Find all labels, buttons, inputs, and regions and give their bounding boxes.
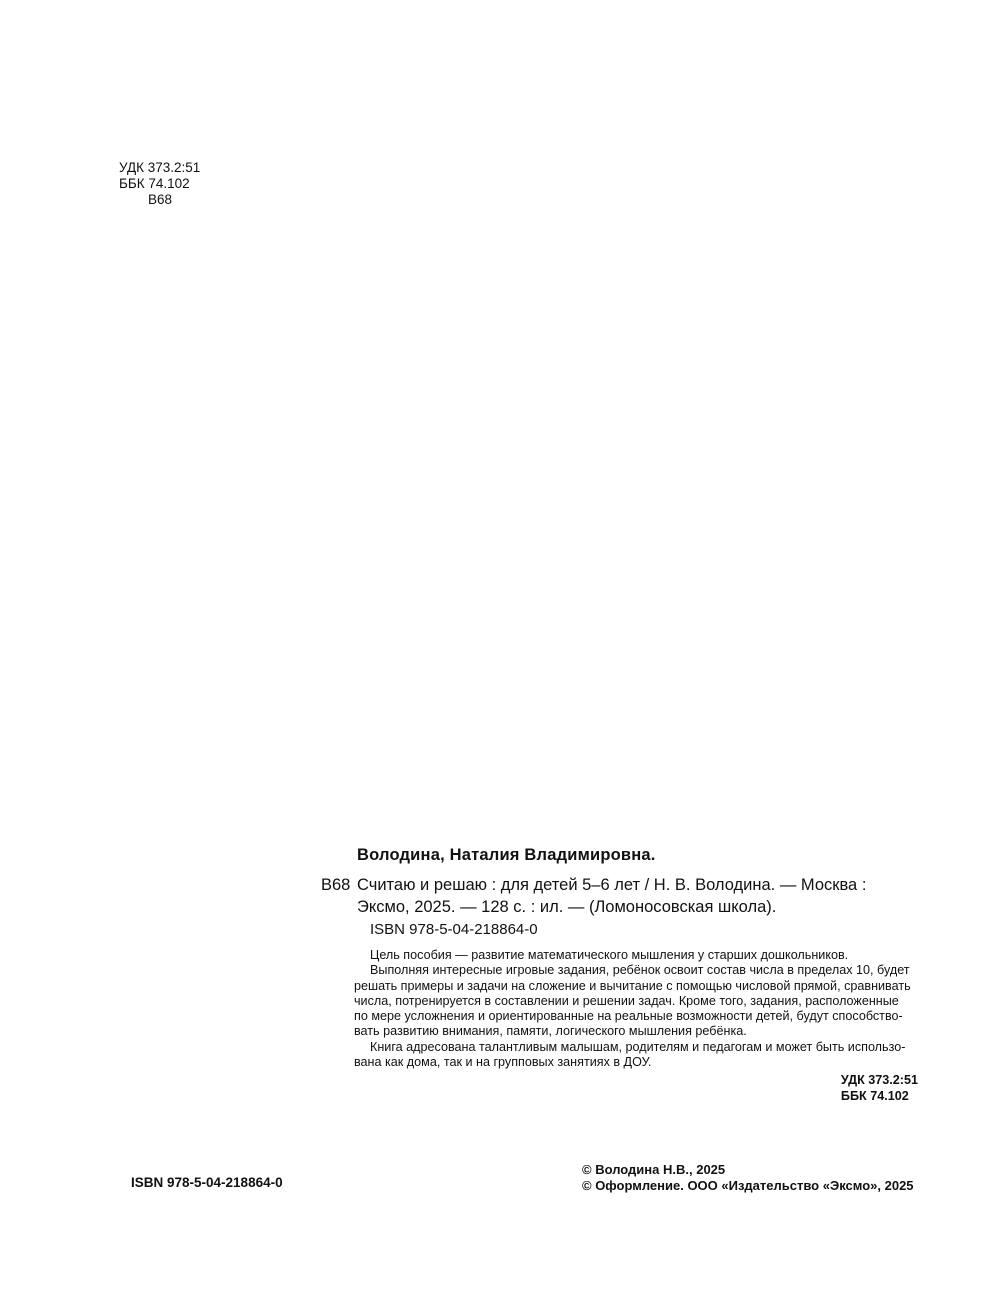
annotation-line: вана как дома, так и на групповых занятиях в ДОУ. [354, 1055, 652, 1070]
bbk-code: ББК 74.102 [840, 1088, 909, 1103]
author-heading: Володина, Наталия Владимировна. [357, 846, 656, 864]
classification-codes-header [119, 160, 200, 208]
classification-codes-footer [841, 1073, 918, 1104]
annotation-line: вать развитию внимания, памяти, логического мышления ребёнка. [354, 1024, 747, 1039]
author-sign: В68 [148, 192, 173, 207]
author-sign-inline: В68 [321, 876, 351, 894]
copyright-design: © Оформление. ООО «Издательство «Эксмо», 2025 [582, 1177, 914, 1193]
annotation-line: числа, потренируется в составлении и решении задач. Кроме того, задания, расположенные [354, 993, 899, 1008]
title-line-2: Эксмо, 2025. — 128 с. : ил. — (Ломоносовская школа). [357, 898, 777, 916]
copyright-author: © Володина Н.В., 2025 [582, 1162, 726, 1177]
annotation-line: решать примеры и задачи на сложение и вычитание с помощью числовой прямой, сравнивать [354, 978, 911, 993]
annotation-line: Книга адресована талантливым малышам, родителям и педагогам и может быть использо- [370, 1039, 906, 1054]
annotation-line: по мере усложнения и ориентированные на реальные возможности детей, будут способство- [354, 1009, 903, 1024]
annotation [354, 948, 917, 1070]
isbn-record: ISBN 978-5-04-218864-0 [370, 921, 538, 938]
annotation-line: Цель пособия — развитие математического мышления у старших дошкольников. [370, 948, 849, 962]
bbk-code: ББК 74.102 [119, 176, 190, 191]
udk-code: УДК 373.2:51 [840, 1073, 918, 1087]
annotation-line: Выполняя интересные игровые задания, ребёнок освоит состав числа в пределах 10, будет [370, 963, 910, 978]
title-statement [357, 874, 917, 918]
footer-isbn: ISBN 978-5-04-218864-0 [131, 1175, 283, 1190]
udk-code: УДК 373.2:51 [119, 160, 201, 175]
copyright-notice [582, 1162, 914, 1193]
title-line-1: Считаю и решаю : для детей 5–6 лет / Н. В. Володина. — Москва : [357, 876, 867, 894]
